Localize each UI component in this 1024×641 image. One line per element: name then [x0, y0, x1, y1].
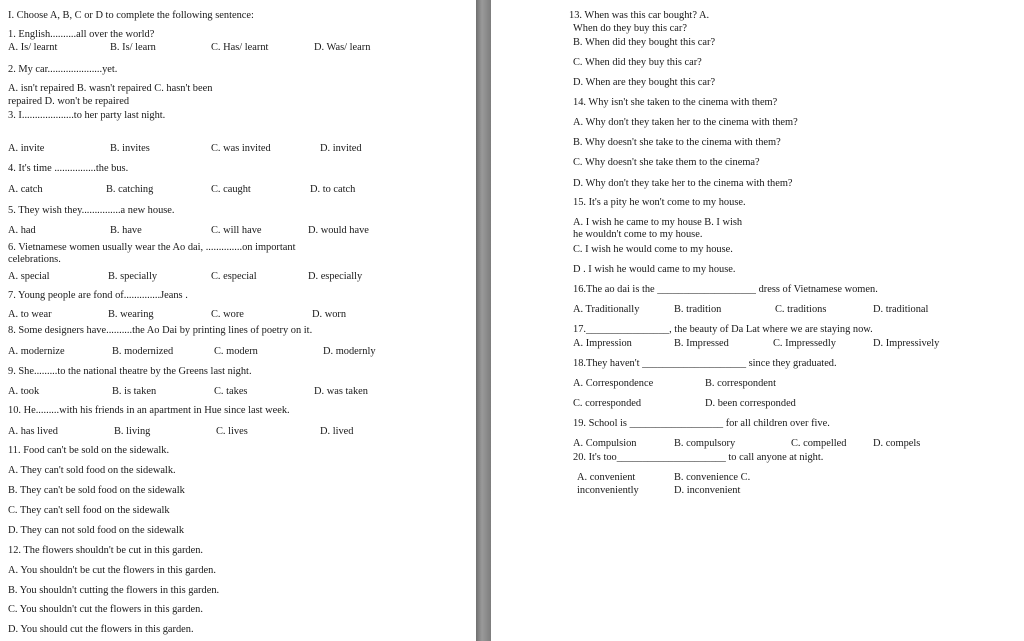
q7-option-b: B. wearing [108, 309, 154, 320]
question-16: 16.The ao dai is the ___________________ dress of Vietnamese women. [573, 284, 878, 295]
q9-option-d: D. was taken [314, 386, 368, 397]
question-10: 10. He.........with his friends in an apartment in Hue since last week. [8, 405, 290, 416]
q2-options-line2: repaired D. won't be repaired [8, 96, 130, 107]
q14-option-b: B. Why doesn't she take to the cinema with them? [573, 137, 781, 148]
q3-option-a: A. invite [8, 143, 45, 154]
q20-option-a: A. convenient [577, 472, 636, 483]
q7-option-d: D. worn [312, 309, 347, 320]
question-9: 9. She.........to the national theatre by the Greens last night. [8, 366, 252, 377]
question-6-continued: celebrations. [8, 254, 61, 265]
q9-option-a: A. took [8, 386, 40, 397]
question-18: 18.They haven't ____________________ since they graduated. [573, 358, 837, 369]
question-4: 4. It's time ................the bus. [8, 163, 129, 174]
question-14: 14. Why isn't she taken to the cinema with them? [573, 97, 778, 108]
question-1: 1. English..........all over the world? [8, 29, 155, 40]
q15-options-line2: he wouldn't come to my house. [573, 229, 703, 240]
q6-option-b: B. specially [108, 271, 158, 282]
q10-option-d: D. lived [320, 426, 354, 437]
q4-option-d: D. to catch [310, 184, 356, 195]
q14-option-d: D. Why don't they take her to the cinema with them? [573, 178, 793, 189]
q18-option-d: D. been corresponded [705, 398, 796, 409]
q15-option-c: C. I wish he would come to my house. [573, 244, 733, 255]
question-20: 20. It's too_____________________ to call anyone at night. [573, 452, 824, 463]
q4-option-a: A. catch [8, 184, 43, 195]
question-8: 8. Some designers have..........the Ao Dai by printing lines of poetry on it. [8, 325, 313, 336]
q10-option-c: C. lives [216, 426, 248, 437]
question-2: 2. My car.....................yet. [8, 64, 118, 75]
q2-options-line1: A. isn't repaired B. wasn't repaired C. hasn't been [8, 83, 213, 94]
q5-option-d: D. would have [308, 225, 369, 236]
question-6: 6. Vietnamese women usually wear the Ao dai, ..............on important [8, 242, 296, 253]
q13-option-a: When do they buy this car? [573, 23, 687, 34]
q16-option-b: B. tradition [674, 304, 722, 315]
q3-option-d: D. invited [320, 143, 362, 154]
q1-option-d: D. Was/ learn [314, 42, 371, 53]
section-heading: I. Choose A, B, C or D to complete the following sentence: [8, 10, 254, 21]
q13-option-d: D. When are they bought this car? [573, 77, 716, 88]
q6-option-c: C. especial [211, 271, 257, 282]
q3-option-c: C. was invited [211, 143, 271, 154]
left-page [0, 0, 476, 641]
q1-option-c: C. Has/ learnt [211, 42, 269, 53]
q5-option-b: B. have [110, 225, 142, 236]
q19-option-c: C. compelled [791, 438, 847, 449]
q17-option-b: B. Impressed [674, 338, 729, 349]
q12-option-a: A. You shouldn't be cut the flowers in this garden. [8, 565, 216, 576]
q8-option-a: A. modernize [8, 346, 65, 357]
q16-option-c: C. traditions [775, 304, 827, 315]
q20-option-b: B. convenience C. [674, 472, 751, 483]
q17-option-d: D. Impressively [873, 338, 940, 349]
q12-option-b: B. You shouldn't cutting the flowers in this garden. [8, 585, 220, 596]
q8-option-d: D. modernly [323, 346, 376, 357]
q19-option-b: B. compulsory [674, 438, 736, 449]
right-page [491, 0, 1024, 641]
question-11: 11. Food can't be sold on the sidewalk. [8, 445, 170, 456]
q15-option-d: D . I wish he would came to my house. [573, 264, 736, 275]
question-3: 3. I....................to her party last night. [8, 110, 166, 121]
q6-option-a: A. special [8, 271, 50, 282]
question-12: 12. The flowers shouldn't be cut in this garden. [8, 545, 204, 556]
question-7: 7. Young people are fond of..............Jeans . [8, 290, 188, 301]
q17-option-a: A. Impression [573, 338, 632, 349]
q5-option-c: C. will have [211, 225, 262, 236]
q3-option-b: B. invites [110, 143, 150, 154]
q18-option-a: A. Correspondence [573, 378, 654, 389]
q10-option-a: A. has lived [8, 426, 58, 437]
question-13: 13. When was this car bought? A. [569, 10, 710, 21]
q14-option-a: A. Why don't they taken her to the cinema with them? [573, 117, 798, 128]
question-15: 15. It's a pity he won't come to my house. [573, 197, 746, 208]
page-gutter [476, 0, 491, 641]
question-5: 5. They wish they...............a new house. [8, 205, 175, 216]
q18-option-c: C. corresponded [573, 398, 642, 409]
q11-option-a: A. They can't sold food on the sidewalk. [8, 465, 176, 476]
q6-option-d: D. especially [308, 271, 363, 282]
q1-option-b: B. Is/ learn [110, 42, 156, 53]
q18-option-b: B. correspondent [705, 378, 776, 389]
q9-option-b: B. is taken [112, 386, 157, 397]
q11-option-c: C. They can't sell food on the sidewalk [8, 505, 170, 516]
q19-option-a: A. Compulsion [573, 438, 637, 449]
q11-option-d: D. They can not sold food on the sidewalk [8, 525, 185, 536]
q1-option-a: A. Is/ learnt [8, 42, 58, 53]
q13-option-c: C. When did they buy this car? [573, 57, 702, 68]
q8-option-b: B. modernized [112, 346, 174, 357]
question-19: 19. School is __________________ for all children over five. [573, 418, 830, 429]
q4-option-c: C. caught [211, 184, 251, 195]
q4-option-b: B. catching [106, 184, 154, 195]
q7-option-a: A. to wear [8, 309, 52, 320]
q19-option-d: D. compels [873, 438, 921, 449]
q12-option-c: C. You shouldn't cut the flowers in this garden. [8, 604, 203, 615]
q5-option-a: A. had [8, 225, 36, 236]
q7-option-c: C. wore [211, 309, 244, 320]
q13-option-b: B. When did they bought this car? [573, 37, 716, 48]
q20-option-c: inconveniently [577, 485, 639, 496]
q9-option-c: C. takes [214, 386, 248, 397]
q16-option-a: A. Traditionally [573, 304, 640, 315]
question-17: 17.________________, the beauty of Da Lat where we are staying now. [573, 324, 873, 335]
q15-options-line1: A. I wish he came to my house B. I wish [573, 217, 743, 228]
q11-option-b: B. They can't be sold food on the sidewalk [8, 485, 185, 496]
q12-option-d: D. You should cut the flowers in this garden. [8, 624, 194, 635]
q17-option-c: C. Impressedly [773, 338, 836, 349]
q8-option-c: C. modern [214, 346, 258, 357]
q16-option-d: D. traditional [873, 304, 929, 315]
q14-option-c: C. Why doesn't she take them to the cinema? [573, 157, 760, 168]
q20-option-d: D. inconvenient [674, 485, 741, 496]
q10-option-b: B. living [114, 426, 151, 437]
